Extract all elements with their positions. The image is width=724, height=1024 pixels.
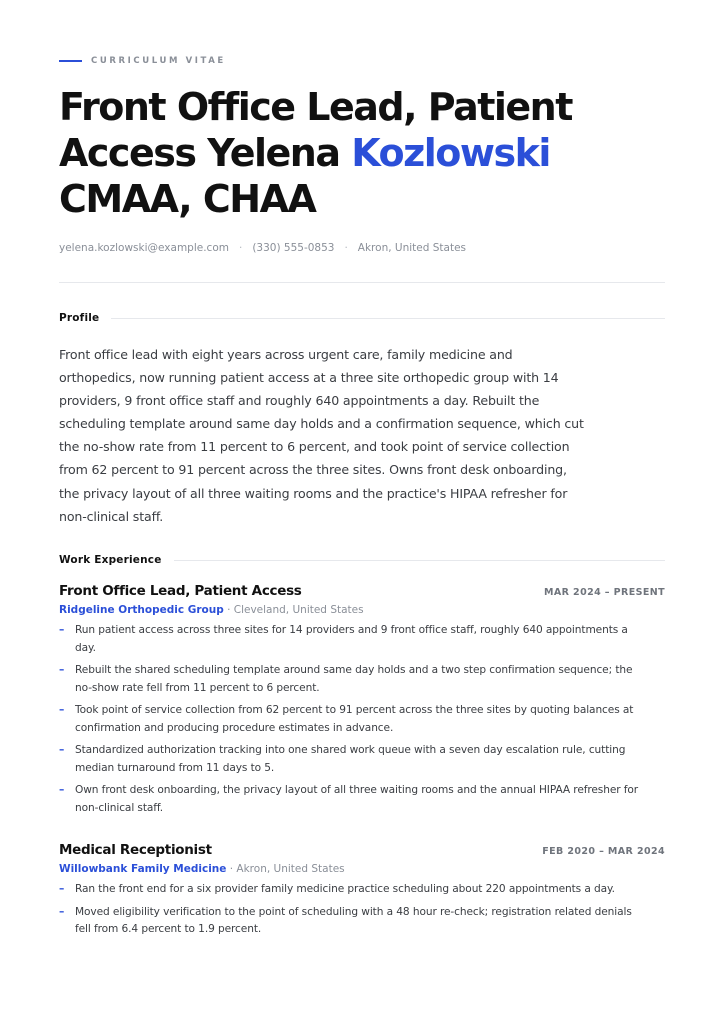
job-organization-line [59, 863, 665, 875]
job-dates: FEB 2020 – MAR 2024 [542, 846, 665, 857]
bullet-text: Run patient access across three sites for 14 providers and 9 front office staff, roughly 640 appointments a day. [75, 624, 628, 654]
bullet-text: Moved eligibility verification to the point of scheduling with a 48 hour re-check; registration related denials fell from 6.4 percent to 1.9 percent. [75, 905, 632, 935]
dash-bullet-icon: – [59, 624, 65, 636]
eyebrow-accent-line [59, 60, 82, 62]
experience-section-title: Work Experience [59, 554, 162, 566]
contact-phone[interactable]: (330) 555-0853 [252, 242, 335, 254]
list-item [59, 742, 665, 777]
dash-bullet-icon: – [59, 744, 65, 756]
bullet-text: Took point of service collection from 62 percent to 91 percent across the three sites by quoting balances at confirmation and producing procedure estimates in advance. [75, 704, 634, 734]
job-header [59, 583, 665, 599]
section-divider [111, 318, 665, 319]
job-location: · Cleveland, United States [223, 604, 364, 616]
title-part-2: CMAA, CHAA [59, 177, 316, 221]
job-bullets [59, 622, 665, 817]
list-item [59, 622, 665, 657]
job-header [59, 842, 665, 858]
contact-separator: · [238, 242, 243, 254]
dash-bullet-icon: – [59, 905, 65, 918]
job-organization-line [59, 604, 665, 616]
contact-location: Akron, United States [357, 242, 467, 254]
list-item [59, 782, 665, 817]
profile-section-header [59, 312, 665, 324]
bullet-text: Ran the front end for a six provider family medicine practice scheduling about 220 appointments a day. [75, 883, 615, 895]
job-bullets [59, 881, 665, 939]
job-dates: MAR 2024 – PRESENT [544, 587, 665, 598]
profile-section-title: Profile [59, 312, 100, 324]
job-organization: Ridgeline Orthopedic Group [59, 604, 224, 616]
eyebrow [59, 56, 226, 66]
dash-bullet-icon: – [59, 883, 65, 895]
experience-section-header [59, 554, 665, 566]
dash-bullet-icon: – [59, 784, 65, 796]
job-entry [59, 842, 665, 944]
list-item [59, 904, 665, 939]
contact-line [59, 242, 466, 254]
list-item [59, 881, 665, 899]
contact-separator: · [344, 242, 348, 254]
section-divider [174, 560, 665, 561]
job-title: Medical Receptionist [59, 842, 212, 858]
title-part-1: Front Office Lead, Patient Access Yelena [59, 85, 572, 175]
bullet-text: Rebuilt the shared scheduling template around same day holds and a two step confirmation sequence; the no-show rate fell from 11 percent to 6 percent. [75, 664, 633, 694]
title-accent-name: Kozlowski [351, 131, 550, 175]
list-item [59, 662, 665, 697]
page-title [59, 84, 679, 222]
header-divider [59, 282, 665, 283]
job-entry [59, 583, 665, 822]
dash-bullet-icon: – [59, 704, 65, 716]
profile-summary: Front office lead with eight years across urgent care, family medicine and orthopedics, now running patient access at a three site orthopedic group with 14 providers, 9 front office staff and roughly 640 appointments a day. Rebuilt the scheduling template around same day holds and a confirmation sequence, which cut the no-show rate from 11 percent to 6 percent, and took point of service collection from 62 percent to 91 percent across the three sites. Owns front desk onboarding, the privacy layout of all three waiting rooms and the practice's HIPAA refresher for non-clinical staff. [59, 347, 584, 524]
job-title: Front Office Lead, Patient Access [59, 583, 302, 599]
dash-bullet-icon: – [59, 664, 65, 676]
list-item [59, 702, 665, 737]
job-organization: Willowbank Family Medicine [59, 863, 227, 875]
eyebrow-label: CURRICULUM VITAE [91, 56, 226, 66]
contact-email[interactable]: yelena.kozlowski@example.com [59, 242, 229, 254]
bullet-text: Own front desk onboarding, the privacy layout of all three waiting rooms and the annual HIPAA refresher for non-clinical staff. [75, 784, 639, 814]
job-location: · Akron, United States [226, 863, 345, 875]
bullet-text: Standardized authorization tracking into one shared work queue with a seven day escalation rule, cutting median turnaround from 11 days to 5. [75, 744, 626, 774]
